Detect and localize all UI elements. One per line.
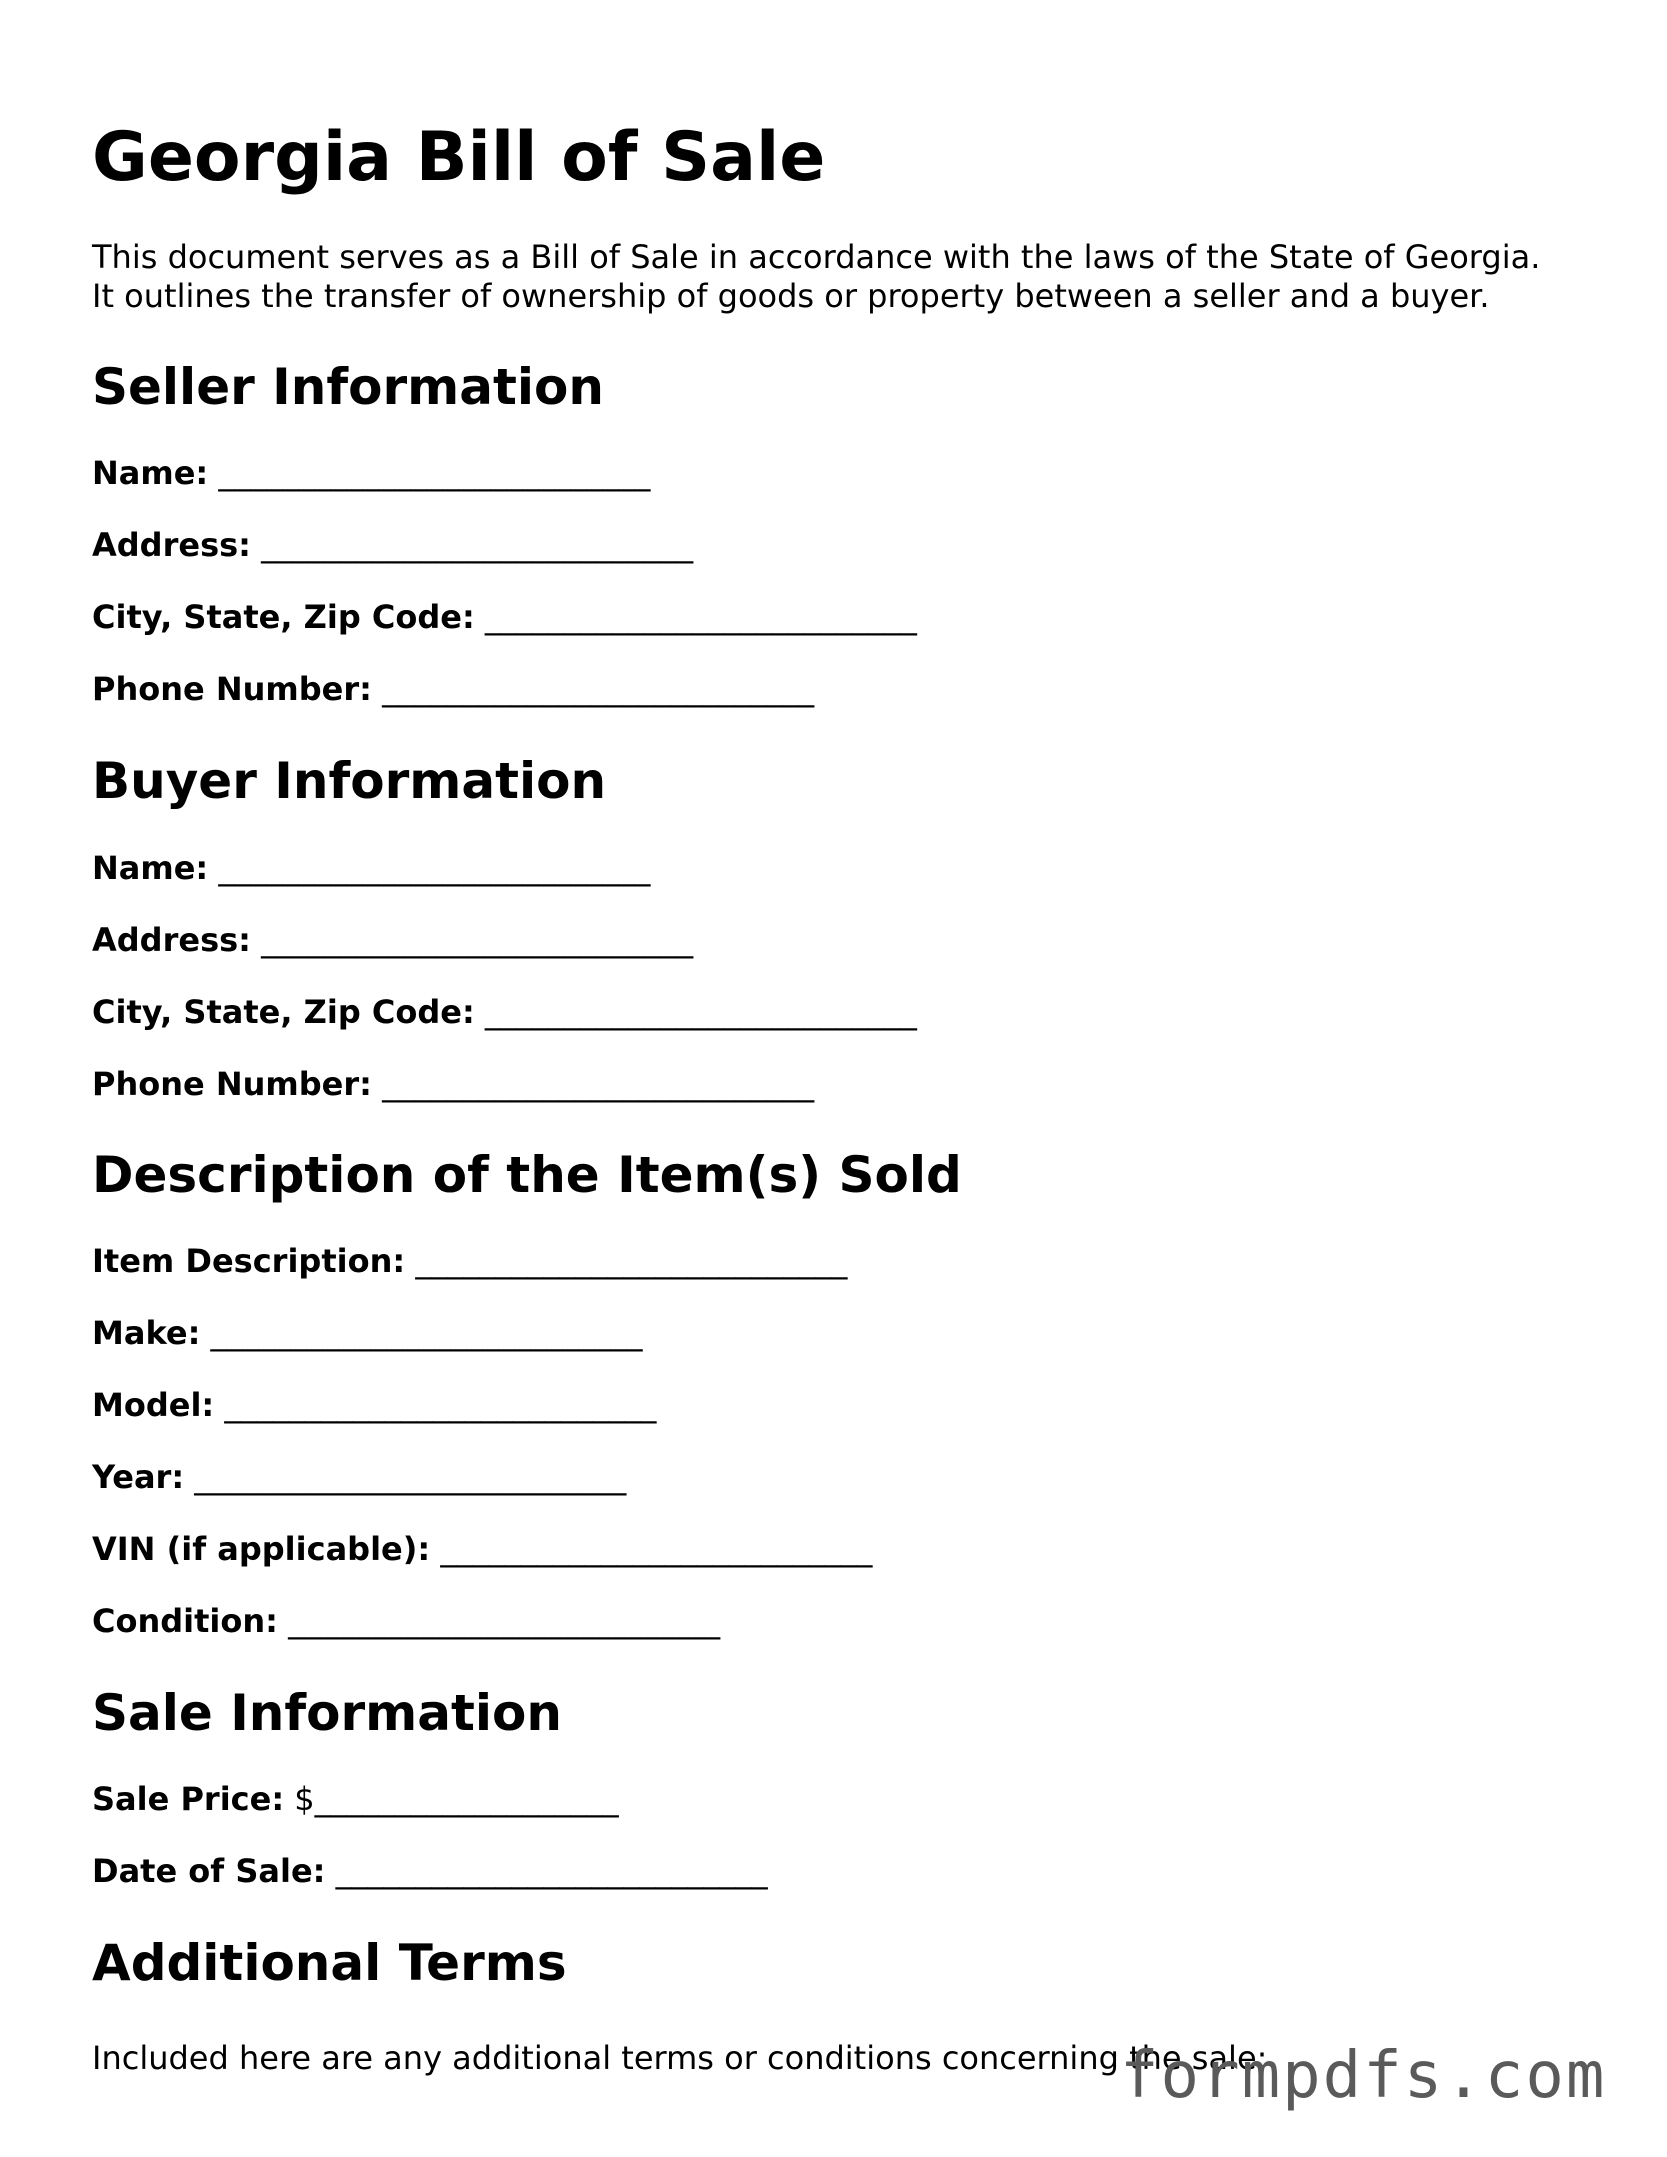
seller-name-blank[interactable]: ___________________________ xyxy=(208,454,651,492)
item-condition-field[interactable] xyxy=(92,1601,720,1641)
buyer-phone-field[interactable] xyxy=(92,1064,814,1104)
item-vin-label: VIN (if applicable): xyxy=(92,1530,431,1568)
item-make-blank[interactable]: ___________________________ xyxy=(200,1314,643,1352)
seller-city-state-zip-field[interactable] xyxy=(92,597,917,637)
item-description-label: Item Description: xyxy=(92,1242,406,1280)
item-model-label: Model: xyxy=(92,1386,215,1424)
seller-city-state-zip-blank[interactable]: ___________________________ xyxy=(474,598,917,636)
buyer-section-heading: Buyer Information xyxy=(92,752,607,810)
seller-name-field[interactable] xyxy=(92,453,650,493)
additional-terms-heading: Additional Terms xyxy=(92,1934,567,1992)
item-year-blank[interactable]: ___________________________ xyxy=(184,1458,627,1496)
item-condition-blank[interactable]: ___________________________ xyxy=(277,1602,721,1640)
item-model-field[interactable] xyxy=(92,1385,656,1425)
seller-city-state-zip-label: City, State, Zip Code: xyxy=(92,598,475,636)
sale-price-blank[interactable]: $___________________ xyxy=(284,1780,619,1818)
seller-name-label: Name: xyxy=(92,454,209,492)
sale-section-heading: Sale Information xyxy=(92,1684,562,1742)
sale-date-field[interactable] xyxy=(92,1851,768,1891)
intro-line-1: This document serves as a Bill of Sale in accordance with the laws of the State of Georgia. xyxy=(92,238,1541,276)
seller-phone-label: Phone Number: xyxy=(92,670,372,708)
buyer-address-label: Address: xyxy=(92,921,251,959)
item-make-label: Make: xyxy=(92,1314,201,1352)
buyer-address-field[interactable] xyxy=(92,920,693,960)
buyer-city-state-zip-field[interactable] xyxy=(92,992,917,1032)
seller-phone-blank[interactable]: ___________________________ xyxy=(371,670,815,708)
buyer-phone-blank[interactable]: ___________________________ xyxy=(371,1065,815,1103)
item-vin-field[interactable] xyxy=(92,1529,872,1569)
item-year-field[interactable] xyxy=(92,1457,626,1497)
sale-price-field[interactable] xyxy=(92,1779,619,1819)
additional-terms-text: Included here are any additional terms or conditions concerning the sale: xyxy=(92,2039,1268,2077)
seller-section-heading: Seller Information xyxy=(92,358,604,416)
item-condition-label: Condition: xyxy=(92,1602,278,1640)
item-description-field[interactable] xyxy=(92,1241,847,1281)
seller-address-blank[interactable]: ___________________________ xyxy=(250,526,694,564)
seller-address-label: Address: xyxy=(92,526,251,564)
intro-line-2: It outlines the transfer of ownership of goods or property between a seller and a buyer. xyxy=(92,277,1490,315)
buyer-name-blank[interactable]: ___________________________ xyxy=(208,849,651,887)
watermark-logo: formpdfs.com xyxy=(1120,2039,1607,2113)
item-model-blank[interactable]: ___________________________ xyxy=(214,1386,657,1424)
buyer-city-state-zip-label: City, State, Zip Code: xyxy=(92,993,475,1031)
seller-address-field[interactable] xyxy=(92,525,693,565)
buyer-name-field[interactable] xyxy=(92,848,650,888)
item-description-blank[interactable]: ___________________________ xyxy=(405,1242,848,1280)
document-title: Georgia Bill of Sale xyxy=(92,118,826,197)
buyer-phone-label: Phone Number: xyxy=(92,1065,372,1103)
sale-date-blank[interactable]: ___________________________ xyxy=(325,1852,768,1890)
sale-price-label: Sale Price: xyxy=(92,1780,285,1818)
buyer-city-state-zip-blank[interactable]: ___________________________ xyxy=(474,993,917,1031)
buyer-address-blank[interactable]: ___________________________ xyxy=(250,921,694,959)
sale-date-label: Date of Sale: xyxy=(92,1852,326,1890)
intro-paragraph xyxy=(92,238,1540,316)
item-make-field[interactable] xyxy=(92,1313,643,1353)
item-vin-blank[interactable]: ___________________________ xyxy=(430,1530,873,1568)
item-year-label: Year: xyxy=(92,1458,185,1496)
buyer-name-label: Name: xyxy=(92,849,209,887)
seller-phone-field[interactable] xyxy=(92,669,814,709)
items-section-heading: Description of the Item(s) Sold xyxy=(92,1146,962,1204)
